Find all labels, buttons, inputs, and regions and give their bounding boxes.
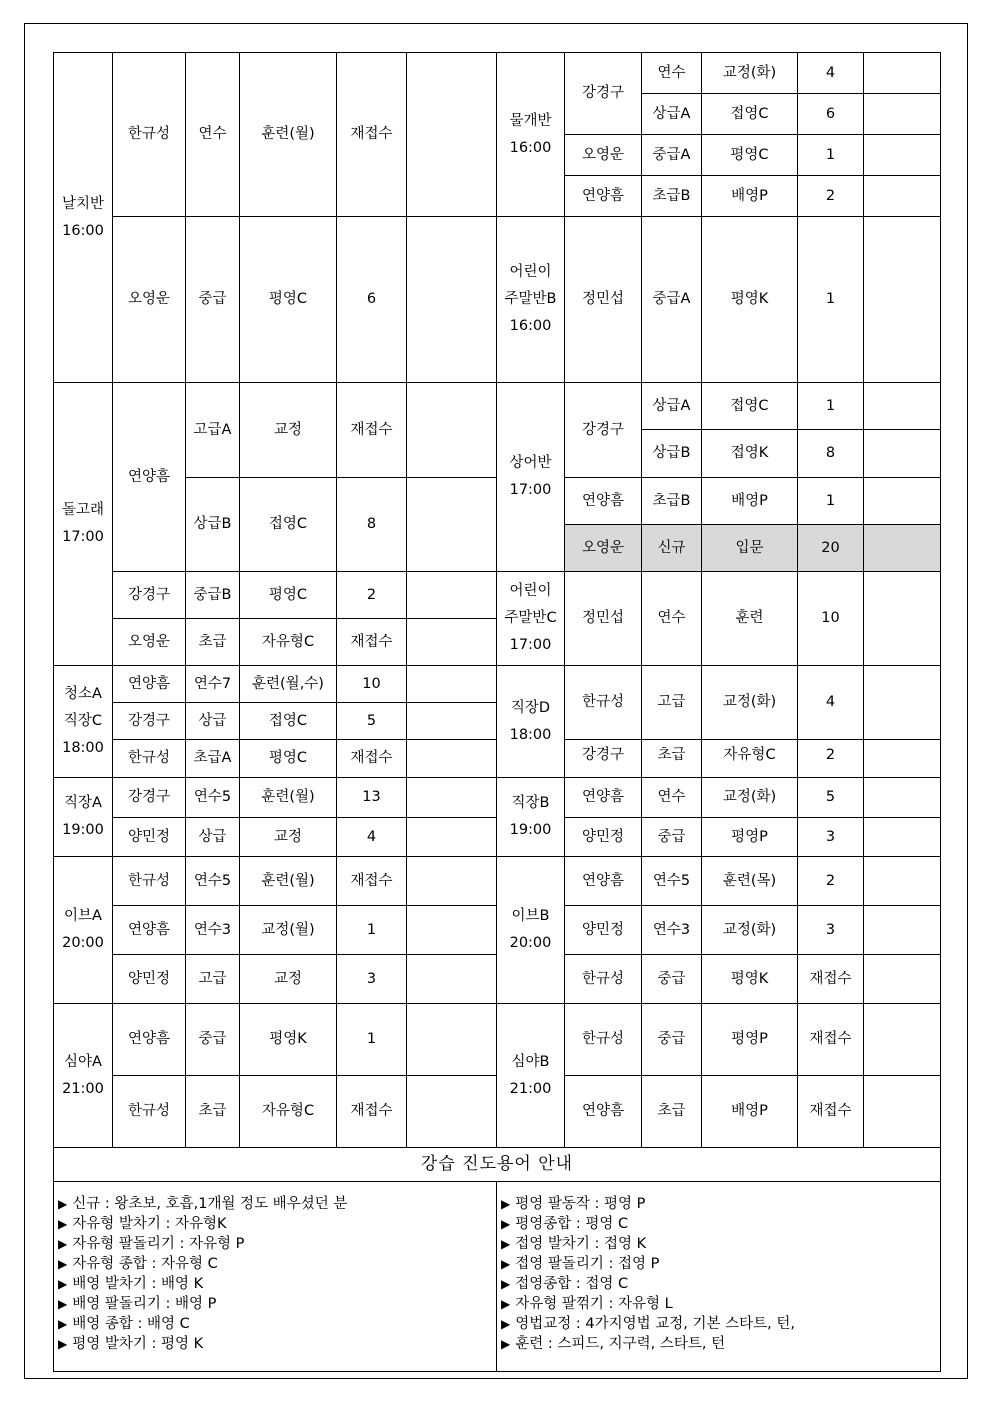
class-name: 심야A bbox=[64, 1053, 102, 1070]
instructor-cell: 한규성 bbox=[565, 955, 642, 1004]
instructor-cell: 정민섭 bbox=[565, 217, 642, 383]
instructor-cell: 연양흠 bbox=[113, 1004, 186, 1076]
instructor-cell: 한규성 bbox=[113, 740, 186, 778]
note-cell bbox=[407, 619, 497, 666]
count-cell: 6 bbox=[798, 94, 864, 135]
legend-item bbox=[58, 1334, 496, 1354]
note-cell bbox=[407, 383, 497, 478]
note-cell bbox=[864, 955, 941, 1004]
instructor-cell: 오영운 bbox=[565, 525, 642, 572]
level-cell: 중급A bbox=[642, 135, 702, 176]
count-cell: 3 bbox=[798, 906, 864, 955]
count-cell: 4 bbox=[798, 666, 864, 740]
bullet-arrow-icon: ▶ bbox=[501, 1217, 511, 1231]
legend-text: 접영 발차기 : 접영 K bbox=[515, 1236, 647, 1252]
progress-cell: 훈련(월) bbox=[240, 857, 337, 906]
progress-cell: 평영P bbox=[702, 818, 798, 857]
note-cell bbox=[864, 778, 941, 818]
count-cell: 10 bbox=[337, 666, 407, 703]
note-cell bbox=[407, 666, 497, 703]
progress-cell: 훈련(월,수) bbox=[240, 666, 337, 703]
instructor-cell: 강경구 bbox=[113, 572, 186, 619]
level-cell: 신규 bbox=[642, 525, 702, 572]
count-cell: 3 bbox=[337, 955, 407, 1004]
instructor-cell: 연양흠 bbox=[113, 383, 186, 572]
bullet-arrow-icon: ▶ bbox=[501, 1317, 511, 1331]
legend-text: 영법교정 : 4가지영법 교정, 기본 스타트, 턴, bbox=[515, 1316, 795, 1332]
class-label-cell bbox=[497, 666, 565, 778]
class-name: 청소A bbox=[64, 686, 102, 702]
class-label-cell bbox=[54, 778, 113, 857]
legend-text: 배영 발차기 : 배영 K bbox=[72, 1276, 204, 1292]
instructor-cell: 연양흠 bbox=[113, 666, 186, 703]
progress-cell: 교정(화) bbox=[702, 666, 798, 740]
legend-text: 접영 팔돌리기 : 접영 P bbox=[515, 1256, 660, 1272]
count-cell: 6 bbox=[337, 217, 407, 383]
class-label-cell bbox=[497, 53, 565, 217]
legend-item bbox=[58, 1234, 496, 1254]
note-cell bbox=[864, 478, 941, 525]
level-cell: 고급 bbox=[642, 666, 702, 740]
level-cell: 상급A bbox=[642, 94, 702, 135]
level-cell: 연수7 bbox=[186, 666, 240, 703]
note-cell bbox=[407, 703, 497, 740]
legend-right-column bbox=[497, 1182, 941, 1372]
progress-cell: 평영K bbox=[702, 955, 798, 1004]
bullet-arrow-icon: ▶ bbox=[58, 1217, 68, 1231]
legend-left-column bbox=[54, 1182, 497, 1372]
level-cell: 초급 bbox=[642, 1076, 702, 1148]
legend-text: 자유형 종합 : 자유형 C bbox=[72, 1256, 218, 1272]
note-cell bbox=[407, 955, 497, 1004]
class-time: 16:00 bbox=[509, 318, 552, 334]
bullet-arrow-icon: ▶ bbox=[501, 1197, 511, 1211]
level-cell: 연수3 bbox=[642, 906, 702, 955]
instructor-cell: 양민정 bbox=[565, 906, 642, 955]
bullet-arrow-icon: ▶ bbox=[58, 1277, 68, 1291]
level-cell: 연수5 bbox=[186, 857, 240, 906]
bullet-arrow-icon: ▶ bbox=[501, 1337, 511, 1351]
progress-cell: 접영C bbox=[240, 478, 337, 572]
instructor-cell: 강경구 bbox=[565, 383, 642, 478]
progress-cell: 평영C bbox=[240, 217, 337, 383]
instructor-cell: 오영운 bbox=[113, 217, 186, 383]
class-time: 17:00 bbox=[509, 637, 552, 653]
legend-text: 자유형 발차기 : 자유형K bbox=[72, 1216, 227, 1232]
count-cell: 2 bbox=[337, 572, 407, 619]
class-label-cell bbox=[54, 53, 113, 383]
class-time: 20:00 bbox=[509, 935, 552, 951]
progress-cell: 교정(화) bbox=[702, 53, 798, 94]
note-cell bbox=[407, 857, 497, 906]
level-cell: 초급B bbox=[642, 176, 702, 217]
note-cell bbox=[864, 94, 941, 135]
legend-title: 강습 진도용어 안내 bbox=[54, 1148, 941, 1182]
count-cell: 재접수 bbox=[337, 53, 407, 217]
level-cell: 상급 bbox=[186, 818, 240, 857]
level-cell: 초급 bbox=[186, 1076, 240, 1148]
instructor-cell: 강경구 bbox=[565, 53, 642, 135]
instructor-cell: 연양흠 bbox=[565, 176, 642, 217]
note-cell bbox=[864, 740, 941, 778]
note-cell bbox=[864, 857, 941, 906]
progress-cell: 배영P bbox=[702, 478, 798, 525]
note-cell bbox=[864, 430, 941, 478]
class-time: 17:00 bbox=[62, 529, 104, 545]
legend-item bbox=[58, 1194, 496, 1214]
progress-cell: 접영K bbox=[702, 430, 798, 478]
count-cell: 8 bbox=[798, 430, 864, 478]
count-cell: 재접수 bbox=[337, 857, 407, 906]
count-cell: 5 bbox=[798, 778, 864, 818]
instructor-cell: 연양흠 bbox=[565, 857, 642, 906]
count-cell: 재접수 bbox=[337, 383, 407, 478]
note-cell bbox=[864, 1076, 941, 1148]
legend-item bbox=[58, 1274, 496, 1294]
count-cell: 1 bbox=[337, 906, 407, 955]
class-time: 20:00 bbox=[62, 935, 104, 951]
count-cell: 재접수 bbox=[798, 955, 864, 1004]
class-name: 심야B bbox=[511, 1053, 550, 1070]
class-label-cell bbox=[497, 857, 565, 1004]
instructor-cell: 오영운 bbox=[565, 135, 642, 176]
note-cell bbox=[864, 666, 941, 740]
class-label-cell bbox=[54, 666, 113, 778]
bullet-arrow-icon: ▶ bbox=[58, 1197, 68, 1211]
level-cell: 상급B bbox=[642, 430, 702, 478]
count-cell: 1 bbox=[798, 135, 864, 176]
progress-cell: 훈련(목) bbox=[702, 857, 798, 906]
level-cell: 초급B bbox=[642, 478, 702, 525]
legend-text: 평영 팔동작 : 평영 P bbox=[515, 1196, 646, 1212]
bullet-arrow-icon: ▶ bbox=[58, 1337, 68, 1351]
note-cell bbox=[864, 572, 941, 666]
class-time: 16:00 bbox=[62, 222, 104, 239]
instructor-cell: 한규성 bbox=[113, 53, 186, 217]
progress-cell: 교정 bbox=[240, 818, 337, 857]
note-cell bbox=[864, 1004, 941, 1076]
bullet-arrow-icon: ▶ bbox=[501, 1277, 511, 1291]
progress-cell: 접영C bbox=[702, 94, 798, 135]
class-name: 이브B bbox=[511, 908, 550, 924]
count-cell: 1 bbox=[798, 383, 864, 430]
level-cell: 상급 bbox=[186, 703, 240, 740]
progress-cell: 평영K bbox=[702, 217, 798, 383]
progress-cell: 접영C bbox=[702, 383, 798, 430]
class-label-cell bbox=[497, 572, 565, 666]
level-cell: 연수 bbox=[642, 778, 702, 818]
class-name: 날치반 bbox=[61, 195, 105, 212]
legend-item bbox=[501, 1334, 940, 1354]
note-cell bbox=[407, 478, 497, 572]
bullet-arrow-icon: ▶ bbox=[58, 1237, 68, 1251]
count-cell: 13 bbox=[337, 778, 407, 818]
class-label-cell bbox=[54, 857, 113, 1004]
progress-cell: 훈련(월) bbox=[240, 53, 337, 217]
instructor-cell: 한규성 bbox=[113, 1076, 186, 1148]
note-cell bbox=[864, 383, 941, 430]
class-time: 21:00 bbox=[509, 1080, 552, 1097]
progress-cell: 교정 bbox=[240, 383, 337, 478]
class-label-cell bbox=[54, 1004, 113, 1148]
level-cell: 중급 bbox=[642, 955, 702, 1004]
legend-item bbox=[501, 1194, 940, 1214]
level-cell: 상급A bbox=[642, 383, 702, 430]
count-cell: 4 bbox=[337, 818, 407, 857]
instructor-cell: 연양흠 bbox=[565, 778, 642, 818]
class-schedule-table bbox=[53, 52, 941, 1372]
count-cell: 1 bbox=[798, 217, 864, 383]
note-cell bbox=[864, 906, 941, 955]
note-cell bbox=[407, 53, 497, 217]
count-cell: 2 bbox=[798, 176, 864, 217]
progress-cell: 평영K bbox=[240, 1004, 337, 1076]
legend-text: 자유형 팔꺾기 : 자유형 L bbox=[515, 1296, 673, 1312]
progress-cell: 접영C bbox=[240, 703, 337, 740]
legend-item bbox=[58, 1214, 496, 1234]
bullet-arrow-icon: ▶ bbox=[501, 1257, 511, 1271]
instructor-cell: 한규성 bbox=[113, 857, 186, 906]
class-name: 직장B bbox=[511, 795, 550, 811]
level-cell: 상급B bbox=[186, 478, 240, 572]
legend-item bbox=[58, 1314, 496, 1334]
legend-text: 자유형 팔돌리기 : 자유형 P bbox=[72, 1236, 245, 1252]
progress-cell: 교정(화) bbox=[702, 778, 798, 818]
bullet-arrow-icon: ▶ bbox=[58, 1297, 68, 1311]
count-cell: 1 bbox=[798, 478, 864, 525]
progress-cell: 교정(화) bbox=[702, 906, 798, 955]
legend-item bbox=[58, 1254, 496, 1274]
instructor-cell: 양민정 bbox=[565, 818, 642, 857]
count-cell: 재접수 bbox=[337, 619, 407, 666]
bullet-arrow-icon: ▶ bbox=[501, 1237, 511, 1251]
legend-item bbox=[501, 1214, 940, 1234]
count-cell: 4 bbox=[798, 53, 864, 94]
class-name: 주말반B bbox=[504, 291, 557, 307]
legend-item bbox=[501, 1234, 940, 1254]
note-cell bbox=[864, 135, 941, 176]
note-cell bbox=[407, 572, 497, 619]
note-cell bbox=[864, 217, 941, 383]
instructor-cell: 정민섭 bbox=[565, 572, 642, 666]
count-cell: 재접수 bbox=[337, 740, 407, 778]
class-name: 돌고래 bbox=[61, 502, 105, 518]
bullet-arrow-icon: ▶ bbox=[58, 1257, 68, 1271]
level-cell: 중급 bbox=[642, 818, 702, 857]
instructor-cell: 강경구 bbox=[113, 703, 186, 740]
class-name: 직장C bbox=[63, 713, 103, 729]
instructor-cell: 강경구 bbox=[565, 740, 642, 778]
legend-text: 배영 종합 : 배영 C bbox=[72, 1316, 190, 1332]
instructor-cell: 양민정 bbox=[113, 818, 186, 857]
count-cell: 2 bbox=[798, 740, 864, 778]
progress-cell: 자유형C bbox=[240, 1076, 337, 1148]
legend-text: 평영종합 : 평영 C bbox=[515, 1216, 629, 1232]
legend-item bbox=[501, 1294, 940, 1314]
class-name: 주말반C bbox=[504, 610, 557, 626]
note-cell bbox=[407, 778, 497, 818]
bullet-arrow-icon: ▶ bbox=[501, 1297, 511, 1311]
class-name: 직장A bbox=[64, 795, 102, 811]
level-cell: 중급 bbox=[642, 1004, 702, 1076]
instructor-cell: 한규성 bbox=[565, 666, 642, 740]
class-time: 18:00 bbox=[62, 740, 104, 756]
level-cell: 중급 bbox=[186, 217, 240, 383]
bullet-arrow-icon: ▶ bbox=[58, 1317, 68, 1331]
level-cell: 연수 bbox=[186, 53, 240, 217]
class-time: 21:00 bbox=[62, 1080, 104, 1097]
class-time: 18:00 bbox=[509, 726, 552, 743]
class-name: 물개반 bbox=[509, 112, 552, 129]
level-cell: 연수5 bbox=[186, 778, 240, 818]
class-name: 어린이 bbox=[509, 583, 552, 599]
legend-text: 평영 발차기 : 평영 K bbox=[72, 1336, 204, 1352]
level-cell: 연수 bbox=[642, 572, 702, 666]
class-time: 17:00 bbox=[509, 482, 552, 498]
class-time: 16:00 bbox=[509, 139, 552, 156]
level-cell: 초급 bbox=[186, 619, 240, 666]
progress-cell: 배영P bbox=[702, 176, 798, 217]
legend-item bbox=[501, 1274, 940, 1294]
level-cell: 연수3 bbox=[186, 906, 240, 955]
progress-cell: 자유형C bbox=[702, 740, 798, 778]
count-cell: 2 bbox=[798, 857, 864, 906]
level-cell: 연수5 bbox=[642, 857, 702, 906]
class-name: 직장D bbox=[510, 699, 551, 716]
class-name: 상어반 bbox=[509, 455, 552, 471]
progress-cell: 교정(월) bbox=[240, 906, 337, 955]
note-cell bbox=[407, 818, 497, 857]
count-cell: 10 bbox=[798, 572, 864, 666]
progress-cell: 배영P bbox=[702, 1076, 798, 1148]
legend-item bbox=[501, 1314, 940, 1334]
count-cell: 3 bbox=[798, 818, 864, 857]
level-cell: 중급 bbox=[186, 1004, 240, 1076]
class-label-cell bbox=[54, 383, 113, 666]
class-label-cell bbox=[497, 1004, 565, 1148]
instructor-cell: 연양흠 bbox=[565, 1076, 642, 1148]
legend-item bbox=[58, 1294, 496, 1314]
note-cell bbox=[407, 740, 497, 778]
progress-cell: 평영C bbox=[240, 572, 337, 619]
level-cell: 초급 bbox=[642, 740, 702, 778]
count-cell: 재접수 bbox=[798, 1076, 864, 1148]
instructor-cell: 오영운 bbox=[113, 619, 186, 666]
progress-cell: 훈련 bbox=[702, 572, 798, 666]
note-cell bbox=[407, 217, 497, 383]
class-time: 19:00 bbox=[62, 822, 104, 838]
legend-text: 신규 : 왕초보, 호흡,1개월 정도 배우셨던 분 bbox=[72, 1196, 348, 1212]
class-time: 19:00 bbox=[509, 822, 552, 838]
note-cell bbox=[864, 53, 941, 94]
level-cell: 고급 bbox=[186, 955, 240, 1004]
legend-text: 접영종합 : 접영 C bbox=[515, 1276, 629, 1292]
count-cell: 5 bbox=[337, 703, 407, 740]
class-label-cell bbox=[497, 383, 565, 572]
count-cell: 1 bbox=[337, 1004, 407, 1076]
note-cell bbox=[407, 1004, 497, 1076]
instructor-cell: 강경구 bbox=[113, 778, 186, 818]
instructor-cell: 한규성 bbox=[565, 1004, 642, 1076]
level-cell: 고급A bbox=[186, 383, 240, 478]
count-cell: 재접수 bbox=[337, 1076, 407, 1148]
count-cell: 재접수 bbox=[798, 1004, 864, 1076]
progress-cell: 교정 bbox=[240, 955, 337, 1004]
instructor-cell: 양민정 bbox=[113, 955, 186, 1004]
count-cell: 20 bbox=[798, 525, 864, 572]
progress-cell: 평영C bbox=[240, 740, 337, 778]
legend-item bbox=[501, 1254, 940, 1274]
class-name: 어린이 bbox=[509, 264, 552, 280]
note-cell bbox=[864, 176, 941, 217]
note-cell bbox=[864, 818, 941, 857]
level-cell: 연수 bbox=[642, 53, 702, 94]
class-label-cell bbox=[497, 217, 565, 383]
class-label-cell bbox=[497, 778, 565, 857]
note-cell bbox=[407, 1076, 497, 1148]
progress-cell: 평영C bbox=[702, 135, 798, 176]
progress-cell: 자유형C bbox=[240, 619, 337, 666]
progress-cell: 훈련(월) bbox=[240, 778, 337, 818]
note-cell bbox=[407, 906, 497, 955]
level-cell: 중급A bbox=[642, 217, 702, 383]
level-cell: 초급A bbox=[186, 740, 240, 778]
instructor-cell: 연양흠 bbox=[565, 478, 642, 525]
legend-text: 배영 팔돌리기 : 배영 P bbox=[72, 1296, 217, 1312]
note-cell bbox=[864, 525, 941, 572]
instructor-cell: 연양흠 bbox=[113, 906, 186, 955]
progress-cell: 입문 bbox=[702, 525, 798, 572]
count-cell: 8 bbox=[337, 478, 407, 572]
level-cell: 중급B bbox=[186, 572, 240, 619]
legend-text: 훈련 : 스피드, 지구력, 스타트, 턴 bbox=[515, 1336, 726, 1352]
progress-cell: 평영P bbox=[702, 1004, 798, 1076]
class-name: 이브A bbox=[64, 908, 102, 924]
